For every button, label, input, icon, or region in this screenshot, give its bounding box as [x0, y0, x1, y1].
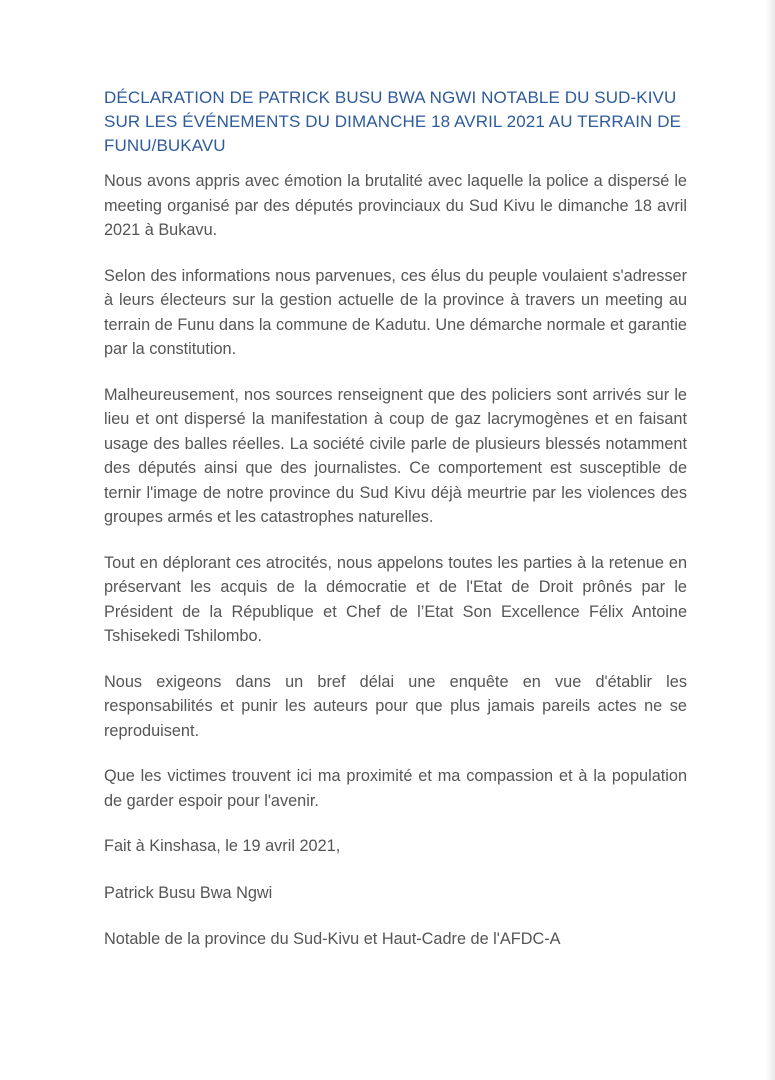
- paragraph-2: Selon des informations nous parvenues, ces élus du peuple voulaient s'adresser à leurs électeurs sur la gestion actuelle de la province à travers un meeting au terrain de Funu dans la commune de Kadutu. Une démarche normale et garantie par la constitution.: [104, 266, 687, 358]
- signatory-title: Notable de la province du Sud-Kivu et Haut-Cadre de l'AFDC-A: [104, 930, 561, 948]
- page-edge-shadow: [765, 0, 775, 1080]
- paragraph-3: Malheureusement, nos sources renseignent que des policiers sont arrivés sur le lieu et ont dispersé la manifestation à coup de gaz lacrymogènes et en faisant usage des balles réelles. La société civile parle de plusieurs blessés notamment des députés ainsi que des journalistes. Ce comportement est susceptible de ternir l'image de notre province du Sud Kivu déjà meurtrie par les violences des groupes armés et les catastrophes naturelles.: [104, 385, 687, 526]
- paragraph-1: Nous avons appris avec émotion la brutalité avec laquelle la police a dispersé le meeting organisé par des députés provinciaux du Sud Kivu le dimanche 18 avril 2021 à Bukavu.: [104, 172, 687, 239]
- paragraph-4: Tout en déplorant ces atrocités, nous appelons toutes les parties à la retenue en préservant les acquis de la démocratie et de l'Etat de Droit prônés par le Président de la République et Chef de l’Etat Son Excellence Félix Antoine Tshisekedi Tshilombo.: [104, 553, 687, 645]
- paragraph-5: Nous exigeons dans un bref délai une enquête en vue d'établir les responsabilités et punir les auteurs pour que plus jamais pareils actes ne se reproduisent.: [104, 672, 687, 740]
- paragraph-6: Que les victimes trouvent ici ma proximité et ma compassion et à la population de garder espoir pour l'avenir.: [104, 767, 687, 810]
- place-and-date: Fait à Kinshasa, le 19 avril 2021,: [104, 837, 341, 855]
- signatory-name: Patrick Busu Bwa Ngwi: [104, 883, 273, 902]
- declaration-title: DÉCLARATION DE PATRICK BUSU BWA NGWI NOTABLE DU SUD-KIVU SUR LES ÉVÉNEMENTS DU DIMANCHE 18 AVRIL 2021 AU TERRAIN DE FUNU/BUKAVU: [104, 88, 682, 155]
- document-body: [104, 86, 687, 973]
